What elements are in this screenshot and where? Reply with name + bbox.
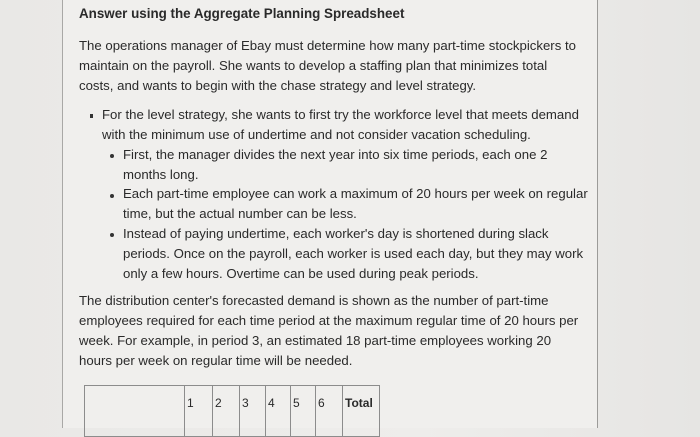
bullet-icon bbox=[90, 114, 93, 118]
table-header-row bbox=[85, 386, 380, 437]
sub-bullet-line: time, but the actual number can be less. bbox=[123, 206, 357, 221]
sub-bullet-line: periods. Once on the payroll, each worker is used each day, but they may work bbox=[123, 246, 584, 261]
sub-bullet-line: First, the manager divides the next year into six time periods, each one 2 bbox=[123, 147, 548, 162]
intro-line: maintain on the payroll. She wants to develop a staffing plan that minimizes total bbox=[79, 58, 548, 73]
sub-bullet-line: months long. bbox=[123, 167, 199, 182]
sub-bullet-line: only a few hours. Overtime can be used during peak periods. bbox=[123, 266, 479, 281]
heading: Answer using the Aggregate Planning Spreadsheet bbox=[79, 6, 405, 21]
paragraph-line: hours per week on regular time will be needed. bbox=[79, 353, 353, 368]
paragraph-line: The distribution center's forecasted demand is shown as the number of part-time bbox=[79, 293, 549, 308]
sub-bullet-icon bbox=[110, 154, 114, 158]
table-header-cell: 1 bbox=[185, 386, 213, 437]
paragraph-line: week. For example, in period 3, an estimated 18 part-time employees working 20 bbox=[79, 333, 552, 348]
question-panel bbox=[62, 0, 598, 428]
sub-bullet-line: Each part-time employee can work a maximum of 20 hours per week on regular bbox=[123, 186, 588, 201]
intro-line: costs, and wants to begin with the chase strategy and level strategy. bbox=[79, 78, 477, 93]
paragraph-line: employees required for each time period at the maximum regular time of 20 hours per bbox=[79, 313, 579, 328]
sub-bullet-line: Instead of paying undertime, each worker's day is shortened during slack bbox=[123, 226, 549, 241]
sub-bullet-icon bbox=[110, 194, 114, 198]
table-header-cell: 2 bbox=[213, 386, 240, 437]
table-header-cell: Total bbox=[343, 386, 380, 437]
table-header-cell bbox=[85, 386, 185, 437]
intro-line: The operations manager of Ebay must determine how many part-time stockpickers to bbox=[79, 38, 576, 53]
bullet-line: For the level strategy, she wants to first try the workforce level that meets demand bbox=[102, 107, 579, 122]
sub-bullet-icon bbox=[110, 233, 114, 237]
table-header-cell: 6 bbox=[316, 386, 343, 437]
bullet-line: with the minimum use of undertime and not consider vacation scheduling. bbox=[102, 127, 531, 142]
table-header-cell: 4 bbox=[266, 386, 291, 437]
demand-table bbox=[84, 385, 380, 437]
table-header-cell: 5 bbox=[291, 386, 316, 437]
table-header-cell: 3 bbox=[240, 386, 266, 437]
